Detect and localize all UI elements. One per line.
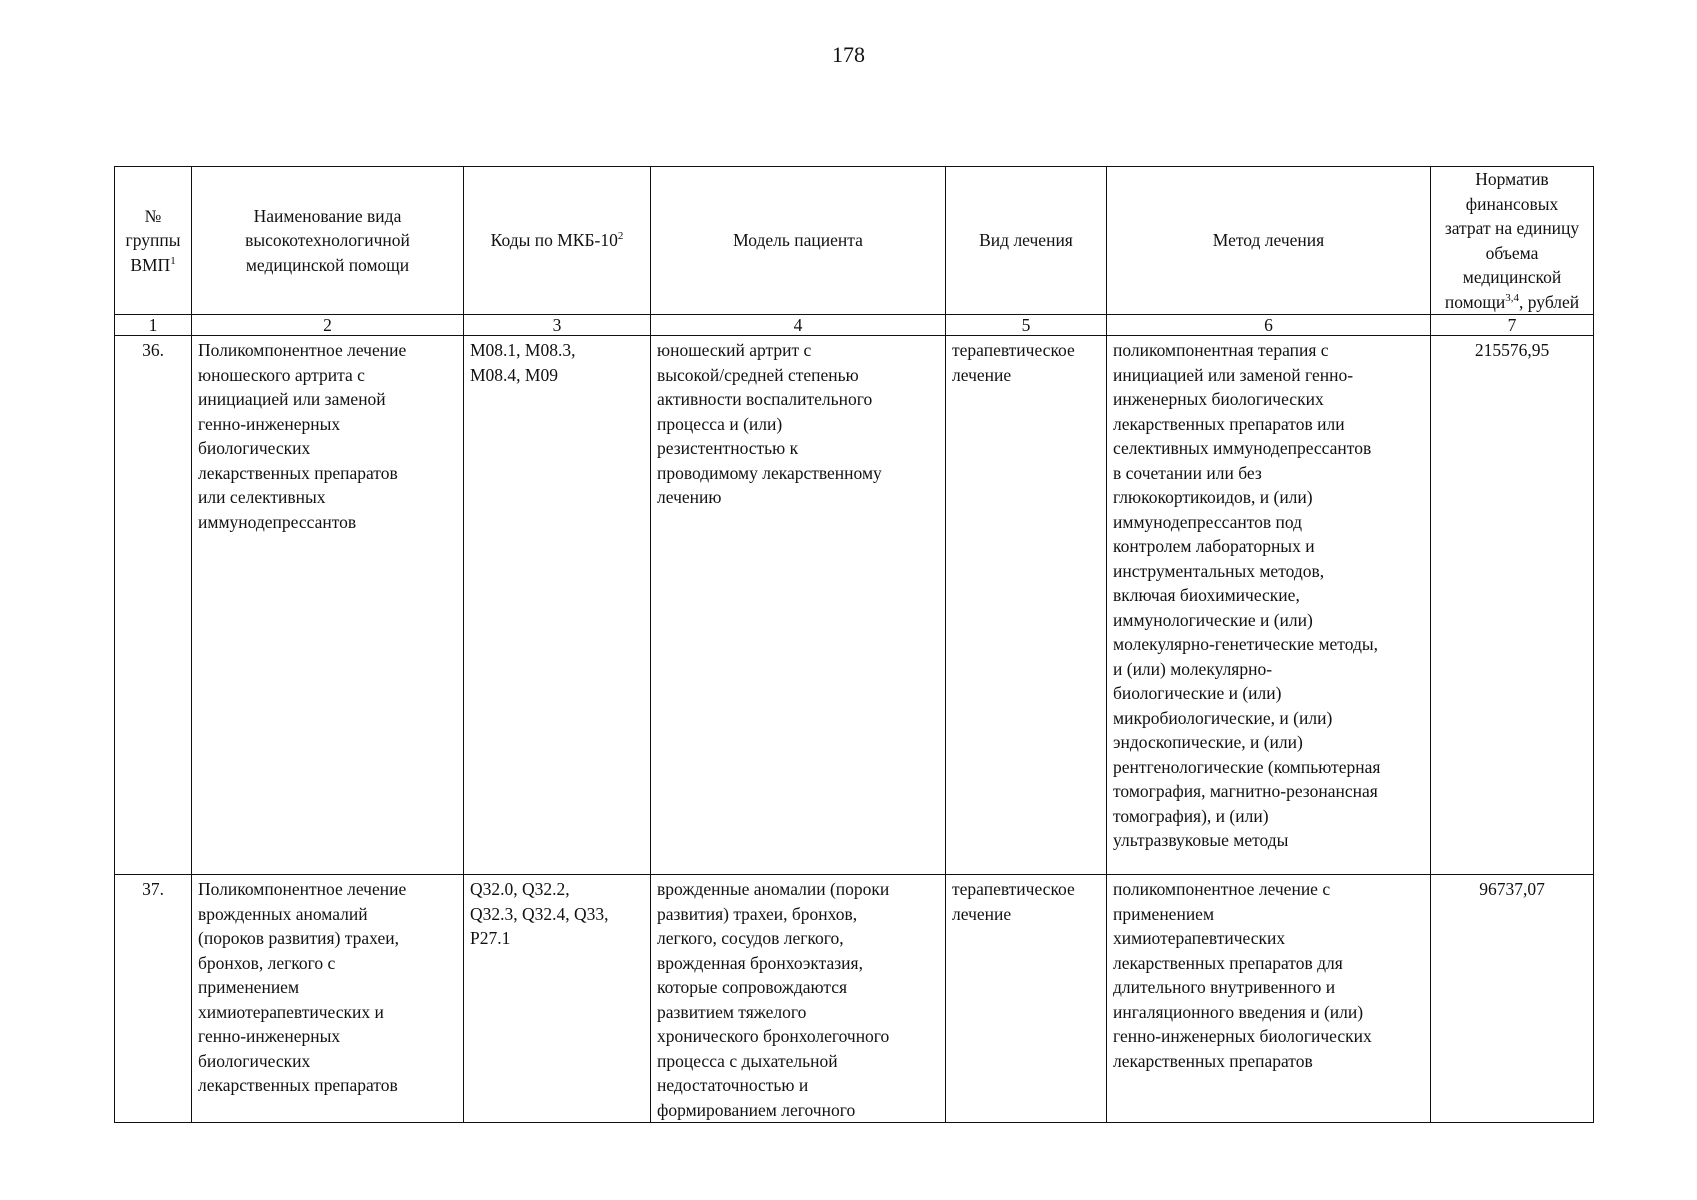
header-treatment-method: Метод лечения xyxy=(1107,167,1431,315)
header-vmp-name: Наименование вида высокотехнологичной медицинской помощи xyxy=(192,167,464,315)
vmp-name-cell: Поликомпонентное лечение врожденных аномалий (пороков развития) трахеи, бронхов, легкого с применением химиотерапевтических и генно-инженерных биологических лекарственных препаратов xyxy=(192,875,464,1123)
table-row xyxy=(115,336,1594,875)
cost-norm-cell: 215576,95 xyxy=(1431,336,1594,875)
column-number: 1 xyxy=(115,315,192,336)
header-cost-norm: Норматив финансовых затрат на единицу объема медицинской помощи$^{3,4}$, рублей xyxy=(1431,167,1594,315)
header-treatment-type: Вид лечения xyxy=(946,167,1107,315)
column-number: 2 xyxy=(192,315,464,336)
cost-norm-cell: 96737,07 xyxy=(1431,875,1594,1123)
column-number: 5 xyxy=(946,315,1107,336)
column-number-row xyxy=(115,315,1594,336)
column-number: 3 xyxy=(464,315,651,336)
vmp-table xyxy=(114,166,1594,1123)
patient-model-cell: врожденные аномалии (пороки развития) трахеи, бронхов, легкого, сосудов легкого, врожденная бронхоэктазия, которые сопровождаются развитием тяжелого хронического бронхолегочного процесса с дыхательной недостаточностью и формированием легочного xyxy=(651,875,946,1123)
page-number: 178 xyxy=(832,42,865,67)
header-icd-codes: Коды по МКБ-$10^2$ xyxy=(464,167,651,315)
column-number: 6 xyxy=(1107,315,1431,336)
icd-codes-cell: Q32.0, Q32.2, Q32.3, Q32.4, Q33, P27.1 xyxy=(464,875,651,1123)
treatment-method-cell: поликомпонентное лечение с применением химиотерапевтических лекарственных препаратов для длительного внутривенного и ингаляционного введения и (или) генно-инженерных биологических лекарственных препаратов xyxy=(1107,875,1431,1123)
header-group-number: № группы ВМП$^1$ xyxy=(115,167,192,315)
group-number-cell: 37. xyxy=(115,875,192,1123)
table-header-row xyxy=(115,167,1594,315)
treatment-type-cell: терапевтическое лечение xyxy=(946,336,1107,875)
header-patient-model: Модель пациента xyxy=(651,167,946,315)
column-number: 7 xyxy=(1431,315,1594,336)
treatment-method-cell: поликомпонентная терапия с инициацией или заменой генно- инженерных биологических лекарственных препаратов или селективных иммунодепрессантов в сочетании или без глюкокортикоидов, и (или) иммунодепрессантов под контролем лабораторных и инструментальных методов, включая биохимические, иммунологические и (или) молекулярно-генетические методы, и (или) молекулярно- биологические и (или) микробиологические, и (или) эндоскопические, и (или) рентгенологические (компьютерная томография, магнитно-резонансная томография), и (или) ультразвуковые методы xyxy=(1107,336,1431,875)
group-number-cell: 36. xyxy=(115,336,192,875)
vmp-name-cell: Поликомпонентное лечение юношеского артрита с инициацией или заменой генно-инженерных биологических лекарственных препаратов или селективных иммунодепрессантов xyxy=(192,336,464,875)
patient-model-cell: юношеский артрит с высокой/средней степенью активности воспалительного процесса и (или) резистентностью к проводимому лекарственному лечению xyxy=(651,336,946,875)
column-number: 4 xyxy=(651,315,946,336)
table-row xyxy=(115,875,1594,1123)
treatment-type-cell: терапевтическое лечение xyxy=(946,875,1107,1123)
icd-codes-cell: M08.1, M08.3, M08.4, M09 xyxy=(464,336,651,875)
